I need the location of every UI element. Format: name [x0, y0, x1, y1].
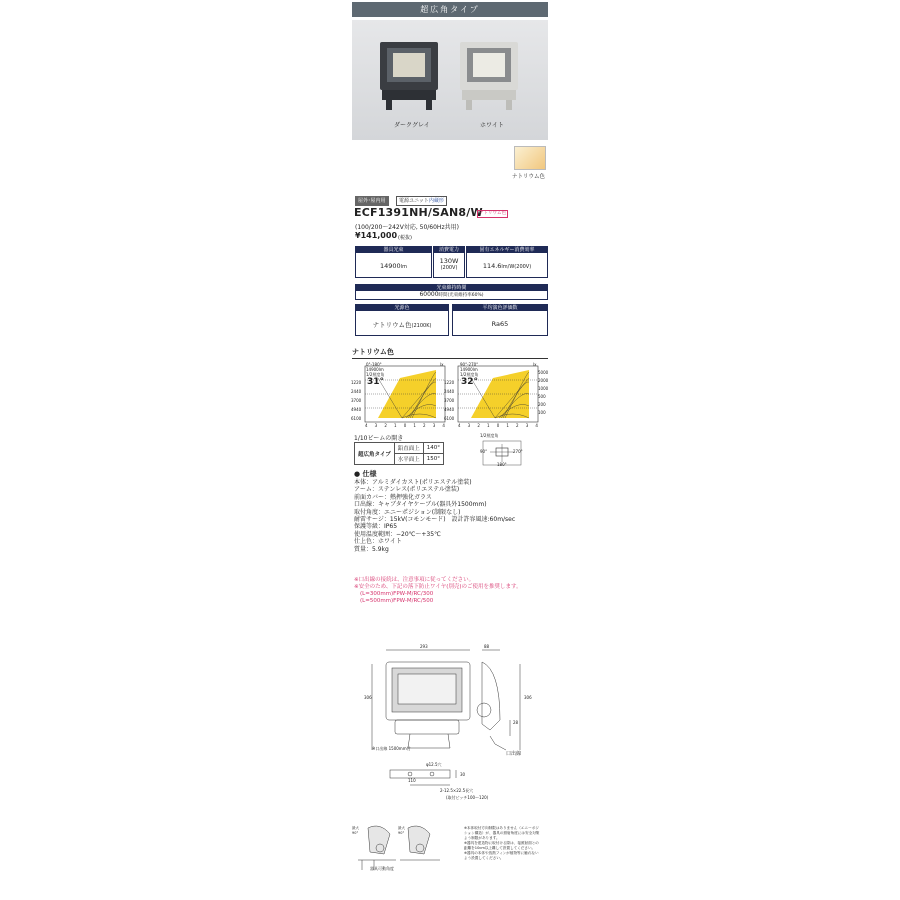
spec-line: 本体：アルミダイカスト(ポリエステル塗装)	[354, 479, 472, 486]
notes	[354, 577, 522, 605]
mount-note: ※器具を建造物に取付ける際は、接照射面との	[464, 841, 539, 845]
x-label: 3	[467, 423, 471, 428]
spec-list	[354, 479, 515, 553]
product-photo-panel	[352, 20, 548, 140]
hole-label: φ12.5穴	[426, 762, 442, 767]
white-fixture-image	[460, 42, 518, 110]
x-label: 1	[394, 423, 397, 428]
life-value: 60000	[419, 291, 439, 298]
flux-value-line	[356, 262, 431, 270]
light-color-value-line	[356, 320, 448, 329]
x-label: 1	[506, 423, 509, 428]
note-line: (L=500mm)FPW-M/RC/500	[360, 598, 434, 604]
right-half-label: 1/2照度角	[460, 372, 479, 377]
cri-heading: 平均演色評価数	[453, 305, 547, 311]
x-label: 4	[442, 423, 445, 428]
right-half-angle: 32°	[461, 377, 479, 387]
y-label: 4940	[444, 407, 455, 412]
spec-line: 口出線：キャブタイヤケーブル(器具外1500mm)	[354, 501, 487, 509]
y-label: 3700	[444, 398, 455, 403]
power-box	[433, 246, 465, 278]
dim-306-right: 306	[524, 695, 532, 700]
note-line: ※口出線の接続は、注意事項に従ってください。	[354, 577, 475, 583]
dim-306-left: 306	[364, 695, 372, 700]
flux-unit: lm	[400, 264, 407, 270]
diagram-180: 180°	[497, 462, 507, 467]
power-heading: 消費電力	[434, 247, 464, 253]
swatch-label: ナトリウム色	[512, 174, 545, 180]
dimension-drawing	[350, 640, 550, 810]
lux-label: 500	[538, 394, 546, 399]
beam-row-label: 水平面上	[394, 454, 423, 465]
flux-box	[355, 246, 432, 278]
left-angle-label: 0°-180°	[366, 362, 382, 367]
mount-note: ※本体取付方向制限はありません（エニーポジ	[464, 826, 539, 830]
note-line: (L=300mm)FPW-M/RC/300	[360, 591, 434, 597]
efficiency-value: 114.6	[482, 262, 502, 270]
slot-label: 2-12.5×22.5長穴	[440, 788, 474, 793]
cable-note: ※口出線 1500mm付	[372, 746, 411, 751]
cable-label: 口出線	[506, 751, 522, 757]
efficiency-box	[466, 246, 548, 278]
mount-note: 距離を10cm以上離して設置してください。	[464, 846, 536, 850]
beam-row-value: 150°	[423, 454, 443, 465]
mount-note: よう設置してください。	[464, 856, 504, 860]
flux-heading: 器具光束	[356, 247, 431, 253]
light-color-value: ナトリウム色	[372, 321, 412, 329]
right-y-labels	[444, 378, 458, 421]
dark-grey-fixture-image	[380, 42, 438, 110]
lux-label: 100	[538, 410, 546, 415]
power-value: 130W	[439, 257, 459, 265]
x-label: 4	[458, 423, 461, 428]
light-section-title: ナトリウム色	[352, 346, 548, 359]
diagram-90: 90°	[480, 449, 488, 454]
x-label: 1	[413, 423, 416, 428]
lux-label: 5000	[538, 370, 549, 375]
efficiency-value-line	[467, 262, 547, 270]
price: ¥141,000	[355, 231, 398, 240]
beam-row-label: 鉛直面上	[394, 443, 423, 454]
left-y-labels	[351, 378, 365, 421]
light-color-temp: (2100K)	[411, 323, 432, 329]
x-label: 4	[535, 423, 538, 428]
x-label: 2	[423, 423, 426, 428]
note-line: ※安全のため、下記の落下防止ワイヤ(別売)のご使用を推奨します。	[354, 584, 522, 590]
y-label: 6100	[444, 416, 455, 421]
spec-line: 耐雷サージ：15kV(コモンモード) 設計許容風速:60m/sec	[354, 516, 516, 524]
spec-line: 保護等級：IP65	[354, 523, 398, 531]
lux-label: 200	[538, 402, 546, 407]
max-angle-a: 最大 90°	[352, 826, 359, 835]
left-x-labels	[365, 423, 445, 428]
x-label: 2	[477, 423, 480, 428]
beam-table	[354, 442, 444, 465]
voltage-text: (100/200～242V対応, 50/60Hz共用)	[355, 224, 459, 231]
x-label: 3	[525, 423, 529, 428]
life-value-line	[356, 291, 547, 298]
spec-line: アーム：ステンレス(ポリエステル塗装)	[354, 486, 460, 494]
half-angle-diagram-title: 1/2照度角	[480, 433, 499, 438]
x-label: 3	[374, 423, 378, 428]
power-unit-text: 電源ユニット	[399, 198, 429, 204]
life-box	[355, 284, 548, 300]
x-label: 2	[516, 423, 519, 428]
cri-box	[452, 304, 548, 336]
dim-30: 30	[460, 772, 466, 777]
mount-note: ション構造）が、器具の照射角度には安全対策	[464, 831, 540, 835]
flux-value: 14900	[380, 262, 401, 270]
type-header: 超広角タイプ	[352, 2, 548, 17]
mount-note: よう制限があります。	[464, 836, 500, 840]
product-sheet	[350, 0, 550, 900]
right-x-labels	[458, 423, 538, 428]
left-unit: lx	[440, 362, 444, 367]
outdoor-tag: 屋外･屋内用	[355, 196, 389, 206]
spec-line: 前面カバー：熱押強化ガラス	[354, 493, 432, 501]
x-label: 2	[384, 423, 387, 428]
light-color-heading: 光源色	[356, 305, 448, 311]
spec-line: 取付角度：エニーポジション(制限なし)	[354, 508, 461, 516]
mount-notes	[464, 826, 539, 861]
tax-note: (税抜)	[398, 235, 412, 241]
beam-type: 超広角タイプ	[355, 443, 395, 465]
model-number: ECF1391NH/SAN8/W	[354, 206, 483, 219]
right-angle-label: 90°-270°	[460, 362, 479, 367]
dim-88: 88	[484, 644, 490, 649]
x-label: 4	[365, 423, 368, 428]
y-label: 1220	[351, 380, 362, 385]
y-label: 1220	[444, 380, 455, 385]
right-unit: lx	[533, 362, 537, 367]
y-label: 2440	[444, 389, 455, 394]
movable-range-label: 器具可動角度	[370, 866, 394, 871]
diagram-270: 270°	[513, 449, 523, 454]
efficiency-heading: 固有エネルギー消費効率	[467, 247, 547, 253]
lux-labels	[538, 370, 550, 415]
left-half-angle: 31°	[367, 377, 385, 387]
white-label: ホワイト	[480, 122, 504, 129]
x-label: 1	[487, 423, 490, 428]
color-badge: ナトリウム色	[479, 211, 506, 216]
spec-line: 質量：5.9kg	[354, 545, 389, 553]
left-half-label: 1/2照度角	[366, 372, 385, 377]
power-unit-accent: 内蔵形	[428, 198, 444, 204]
dark-grey-label: ダークグレイ	[394, 122, 430, 129]
y-label: 2440	[351, 389, 362, 394]
fixture-photos	[352, 20, 548, 140]
beam-title: 1/10ビームの開き	[354, 435, 404, 442]
cri-value: Ra65	[491, 320, 509, 328]
x-label: 3	[432, 423, 436, 428]
lux-label: 1000	[538, 386, 549, 391]
efficiency-unit: lm/W(200V)	[501, 264, 532, 270]
power-sub: (200V)	[440, 265, 458, 271]
mount-note: ※器具の本体や放熱フィンが植物等に触れない	[464, 851, 539, 855]
x-label: 0	[403, 423, 407, 428]
light-color-box	[355, 304, 449, 336]
spec-line: 使用温度範囲：−20℃～+35℃	[354, 530, 441, 538]
dim-110: 110	[408, 778, 416, 783]
dim-293: 293	[420, 644, 428, 649]
life-unit: 時間(光束維持率60%)	[438, 293, 484, 298]
beam-row-value: 140°	[423, 443, 443, 454]
dim-28: 28	[513, 720, 519, 725]
sodium-color-swatch	[514, 146, 546, 170]
pitch-label: (取付ピッチ100～120)	[446, 795, 489, 800]
max-angle-b: 最大 90°	[398, 826, 405, 835]
power-unit-tag	[396, 196, 447, 206]
lux-label: 2000	[538, 378, 549, 383]
x-label: 0	[496, 423, 500, 428]
y-label: 4940	[351, 407, 362, 412]
y-label: 6100	[351, 416, 362, 421]
spec-line: 仕上色：ホワイト	[354, 538, 402, 546]
spec-title: ● 仕様	[354, 470, 377, 478]
left-lm: 14900lm	[366, 367, 384, 372]
life-heading: 光束維持時間	[356, 285, 547, 291]
y-label: 3700	[351, 398, 362, 403]
right-lm: 14900lm	[460, 367, 478, 372]
